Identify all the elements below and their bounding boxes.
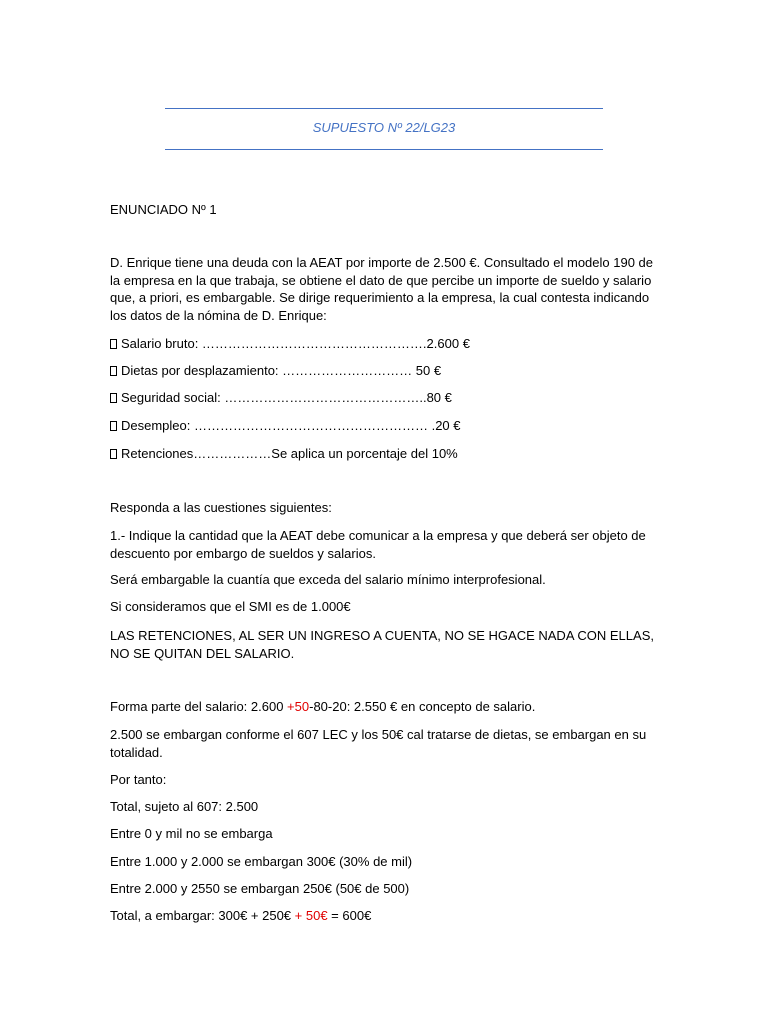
missing-glyph-icon <box>110 421 117 431</box>
questions-intro: Responda a las cuestiones siguientes: <box>110 500 332 515</box>
answer-paragraph: Por tanto: <box>110 772 167 787</box>
title-rule-top <box>165 108 603 109</box>
answer-paragraph: Forma parte del salario: 2.600 +50-80-20: 2.550 € en concepto de salario. <box>110 699 536 714</box>
missing-glyph-icon <box>110 366 117 376</box>
answer-paragraph: 2.500 se embargan conforme el 607 LEC y los 50€ cal tratarse de dietas, se embargan en su totalidad. <box>110 727 647 760</box>
answer-paragraph: LAS RETENCIONES, AL SER UN INGRESO A CUENTA, NO SE HGACE NADA CON ELLAS, NO SE QUITAN DEL SALARIO. <box>110 628 654 661</box>
answer-paragraph: Entre 2.000 y 2550 se embargan 250€ (50€ de 500) <box>110 881 410 896</box>
answer-paragraph: Total, a embargar: 300€ + 250€ + 50€ = 600€ <box>110 908 372 923</box>
missing-glyph-icon <box>110 393 117 403</box>
answer-paragraph: Entre 1.000 y 2.000 se embargan 300€ (30% de mil) <box>110 854 413 869</box>
answer-paragraph: Total, sujeto al 607: 2.500 <box>110 799 259 814</box>
list-item: Seguridad social: ………………………………………..80 € <box>110 389 658 407</box>
section-heading: ENUNCIADO Nº 1 <box>110 202 217 217</box>
list-item: Salario bruto: …………………………………………….2.600 € <box>110 335 658 353</box>
list-item: Retenciones………………Se aplica un porcentaje del 10% <box>110 445 658 463</box>
answer-paragraph: Si consideramos que el SMI es de 1.000€ <box>110 599 351 614</box>
answer-paragraph: Entre 0 y mil no se embarga <box>110 826 273 841</box>
answer-paragraph: Será embargable la cuantía que exceda del salario mínimo interprofesional. <box>110 572 546 587</box>
document-title: SUPUESTO Nº 22/LG23 <box>312 120 456 135</box>
list-item: Dietas por desplazamiento: ………………………… 50 € <box>110 362 658 380</box>
missing-glyph-icon <box>110 339 117 349</box>
missing-glyph-icon <box>110 449 117 459</box>
intro-paragraph: D. Enrique tiene una deuda con la AEAT por importe de 2.500 €. Consultado el modelo 190 de la empresa en la que trabaja, se obtiene el dato de que percibe un importe de sueldo y salario que, a priori, es embargable. Se dirige requerimiento a la empresa, la cual contesta indicando los datos de la nómina de D. Enrique: <box>110 255 653 323</box>
list-item: Desempleo: ……………………………………………… .20 € <box>110 417 658 435</box>
title-rule-bottom <box>165 149 603 150</box>
question-1: 1.- Indique la cantidad que la AEAT debe comunicar a la empresa y que deberá ser objeto de descuento por embargo de sueldos y salarios. <box>110 528 646 561</box>
